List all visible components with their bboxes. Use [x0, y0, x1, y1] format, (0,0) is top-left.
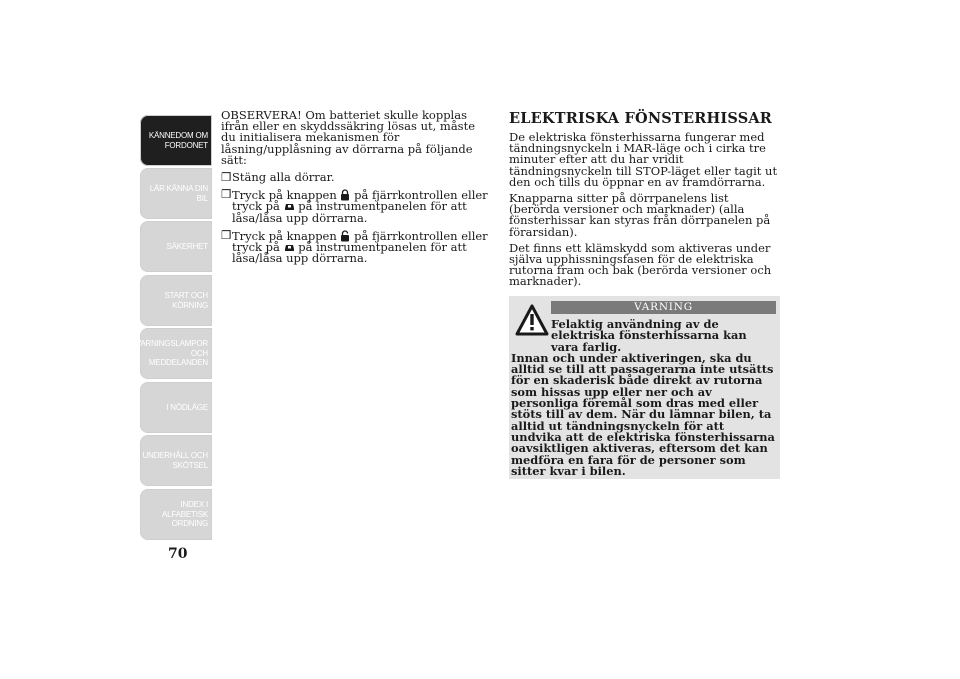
tab-nodlage[interactable] — [140, 382, 212, 433]
tab-label: UNDERHÅLL OCH SKÖTSEL — [142, 451, 208, 470]
paragraph: De elektriska fönsterhissarna fungerar med tändningsnyckeln i MAR-läge och i cirka tre minuter efter att du har vridit tändningsnyckeln till STOP-läget eller tagit ut den och tills du öppnar en av framdörrarna. — [509, 130, 778, 189]
checkbox-icon: ❒ — [221, 227, 232, 242]
left-column — [221, 110, 493, 270]
tab-underhall[interactable] — [140, 435, 212, 486]
tab-label: START OCH KÖRNING — [164, 291, 208, 310]
tab-label: LÄR KÄNNA DIN BIL — [149, 184, 208, 203]
tab-label: VARNINGSLAMPOR OCH MEDDELANDEN — [135, 339, 208, 368]
bullet-item — [221, 227, 493, 266]
tab-label: I NÖDLÄGE — [166, 402, 208, 412]
intro-paragraph: OBSERVERA! Om batteriet skulle kopplas ifrån eller en skyddssäkring lösas ut, måste du initialisera mekanismen för låsning/upplåsning av dörrarna på följande sätt: — [221, 108, 475, 167]
bullet-text: på instrumentpanelen för att låsa/låsa upp dörrarna. — [232, 240, 467, 266]
tab-label: SÄKERHET — [166, 241, 208, 251]
bullet-item — [221, 189, 493, 224]
warning-box — [509, 296, 780, 479]
tab-label: INDEX I ALFABETISK ORDNING — [161, 500, 208, 529]
page-number: 70 — [168, 546, 188, 562]
section-heading: ELEKTRISKA FÖNSTERHISSAR — [509, 110, 773, 127]
tab-sakerhet[interactable] — [140, 221, 212, 272]
checkbox-icon: ❒ — [221, 170, 232, 185]
bullet-text: Stäng alla dörrar. — [232, 170, 335, 185]
tab-varningslampor[interactable] — [135, 328, 212, 379]
tab-index[interactable] — [140, 489, 212, 540]
checkbox-icon: ❒ — [221, 187, 232, 202]
bullet-text: på fjärrkontrollen eller tryck på — [232, 228, 488, 255]
right-column — [509, 110, 781, 293]
tab-start[interactable] — [140, 275, 212, 326]
bullet-text: Tryck på knappen — [232, 228, 337, 243]
tab-lar-kanna[interactable] — [140, 168, 212, 219]
bullet-item — [221, 172, 493, 183]
tab-label: KÄNNEDOM OM FORDONET — [148, 131, 208, 150]
bullet-text: på instrumentpanelen för att låsa/låsa upp dörrarna. — [232, 199, 467, 225]
paragraph: Det finns ett klämskydd som aktiveras under själva upphissningsfasen för de elektriska rutorna fram och bak (berörda versioner och marknader). — [509, 240, 772, 289]
warning-text — [511, 319, 776, 477]
bullet-text: på fjärrkontrollen eller tryck på — [232, 188, 488, 214]
warning-title: VARNING — [551, 301, 776, 314]
warning-lead: Felaktig användning av de elektriska fönsterhissarna kan vara farlig. — [551, 317, 747, 354]
paragraph: Knapparna sitter på dörrpanelens list (berörda versioner och marknader) (alla fönsterhissar kan styras från dörrpanelen på förarsidan). — [509, 191, 771, 239]
tab-kannedom[interactable] — [140, 115, 212, 166]
bullet-text: Tryck på knappen — [232, 188, 337, 203]
warning-body: Innan och under aktiveringen, ska du alltid se till att passagerarna inte utsätts för en skaderisk både direkt av rutorna som hissas upp eller ner och av personliga föremål som dras med eller stöts till av dem. När du lämnar bilen, ta alltid ut tändningsnyckeln för att undvika att de elektriska fönsterhissarna oavsiktligen aktiveras, eftersom det kan medföra en fara för de personer som sitter kvar i bilen. — [511, 350, 775, 478]
